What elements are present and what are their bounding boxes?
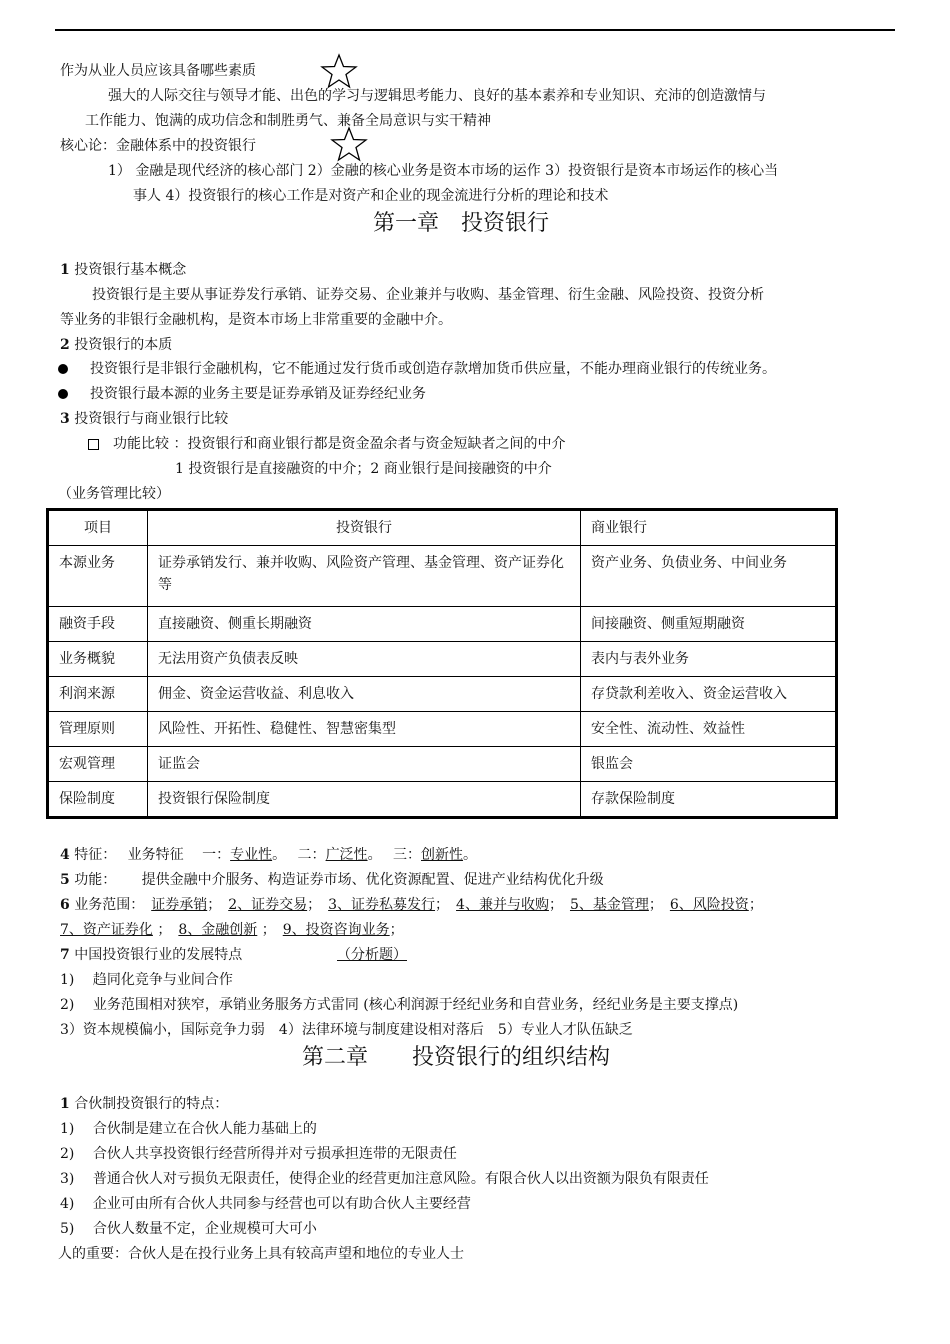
section-1-2-bullet-2: 投资银行最本源的业务主要是证券承销及证券经纪业务 (58, 385, 426, 403)
table-cell: 证监会 (148, 747, 581, 782)
section-1-1-body-1: 投资银行是主要从事证券发行承销、证券交易、企业兼并与收购、基金管理、衍生金融、风险投资、投资分析 (92, 287, 764, 303)
table-cell: 直接融资、侧重长期融资 (148, 607, 581, 642)
table-cell: 无法用资产负债表反映 (148, 642, 581, 677)
table-cell: 存款保险制度 (581, 782, 837, 818)
table-cell: 证券承销发行、兼并收购、风险资产管理、基金管理、资产证券化等 (148, 546, 581, 607)
table-cell: 间接融资、侧重短期融资 (581, 607, 837, 642)
table-header-cell: 项目 (48, 510, 148, 546)
section-1-2-bullet-1: 投资银行是非银行金融机构，它不能通过发行货币或创造存款增加货币供应量，不能办理商业银行的传统业务。 (58, 360, 776, 378)
table-header-row (48, 510, 837, 546)
top-rule (55, 29, 895, 31)
section-2-1-item-5: 5) 合伙人数量不定，企业规模可大可小 (60, 1221, 317, 1237)
section-1-7-item-1: 1) 趋同化竞争与业间合作 (60, 972, 233, 988)
table-cell: 利润来源 (48, 677, 148, 712)
quality-body-2: 工作能力、饱满的成功信念和制胜勇气、兼备全局意识与实干精神 (85, 113, 491, 129)
table-cell: 安全性、流动性、效益性 (581, 712, 837, 747)
table-cell: 保险制度 (48, 782, 148, 818)
table-row (48, 642, 837, 677)
table-cell: 资产业务、负债业务、中间业务 (581, 546, 837, 607)
table-cell: 存贷款利差收入、资金运营收入 (581, 677, 837, 712)
section-1-7-heading: 7 中国投资银行业的发展特点 (60, 947, 243, 963)
chapter-2-title: 第二章 投资银行的组织结构 (302, 1045, 611, 1070)
table-cell: 表内与表外业务 (581, 642, 837, 677)
section-1-7-item-2: 2) 业务范围相对狭窄，承销业务服务方式雷同 (核心利润源于经纪业务和自营业务，经纪业务是主要支撑点) (60, 997, 739, 1013)
table-cell: 风险性、开拓性、稳健性、智慧密集型 (148, 712, 581, 747)
table-row (48, 677, 837, 712)
quality-body-1: 强大的人际交往与领导才能、出色的学习与逻辑思考能力、良好的基本素养和专业知识、充沛的创造激情与 (108, 88, 766, 104)
analysis-note: （分析题） (337, 947, 407, 963)
table-cell: 管理原则 (48, 712, 148, 747)
table-cell: 业务概貌 (48, 642, 148, 677)
core-body-2: 事人 4）投资银行的核心工作是对资产和企业的现金流进行分析的理论和技术 (133, 188, 609, 204)
table-cell: 银监会 (581, 747, 837, 782)
chapter-1-title: 第一章 投资银行 (373, 211, 550, 236)
star-icon (330, 126, 368, 162)
section-1-1-heading: 1 投资银行基本概念 (60, 262, 187, 278)
table-header-cell: 投资银行 (148, 510, 581, 546)
quality-title: 作为从业人员应该具备哪些素质 (60, 63, 256, 79)
table-cell: 本源业务 (48, 546, 148, 607)
section-2-1-heading: 1 合伙制投资银行的特点： (60, 1096, 229, 1112)
bullet-icon (58, 389, 68, 399)
checkbox-square-icon (88, 439, 99, 450)
section-2-1-item-2: 2) 合伙人共享投资银行经营所得并对亏损承担连带的无限责任 (60, 1146, 457, 1162)
table-row (48, 712, 837, 747)
table-header-cell: 商业银行 (581, 510, 837, 546)
table-cell: 投资银行保险制度 (148, 782, 581, 818)
comparison-table (46, 508, 838, 819)
table-cell: 宏观管理 (48, 747, 148, 782)
table-row (48, 607, 837, 642)
section-1-1-body-2: 等业务的非银行金融机构，是资本市场上非常重要的金融中介。 (60, 312, 452, 328)
section-1-7-item-3: 3）资本规模偏小，国际竞争力弱 4）法律环境与制度建设相对落后 5）专业人才队伍缺乏 (60, 1022, 633, 1038)
section-2-1-item-1: 1) 合伙制是建立在合伙人能力基础上的 (60, 1121, 317, 1137)
section-2-1-last: 人的重要：合伙人是在投行业务上具有较高声望和地位的专业人士 (58, 1246, 464, 1262)
section-1-6-scope-2: 7、资产证券化 ； 8、金融创新 ； 9、投资咨询业务； (60, 922, 404, 938)
section-1-4-features: 4 特征： 业务特征 一：专业性。 二：广泛性。 三：创新性。 (60, 847, 478, 863)
star-icon (320, 53, 358, 89)
table-row (48, 747, 837, 782)
section-2-1-item-3: 3) 普通合伙人对亏损负无限责任，使得企业的经营更加注意风险。有限合伙人以出资额为限负有限责任 (60, 1171, 709, 1187)
table-cell: 融资手段 (48, 607, 148, 642)
section-1-2-heading: 2 投资银行的本质 (60, 337, 173, 353)
section-1-5-functions: 5 功能： 提供金融中介服务、构造证券市场、优化资源配置、促进产业结构优化升级 (60, 872, 604, 888)
section-1-6-scope: 6 业务范围： 证券承销； 2、证券交易； 3、证券私募发行； 4、兼并与收购； 5、基金管理； 6、风险投资； (60, 897, 763, 913)
section-1-3-function: 功能比较 ：投资银行和商业银行都是资金盈余者与资金短缺者之间的中介 (88, 435, 565, 453)
section-1-3-heading: 3 投资银行与商业银行比较 (60, 411, 229, 427)
core-body-1: 1） 金融是现代经济的核心部门 2）金融的核心业务是资本市场的运作 3）投资银行是资本市场运作的核心当 (108, 163, 779, 179)
table-row (48, 782, 837, 818)
core-title: 核心论：金融体系中的投资银行 (60, 138, 256, 154)
bullet-icon (58, 364, 68, 374)
table-cell: 佣金、资金运营收益、利息收入 (148, 677, 581, 712)
table-row (48, 546, 837, 607)
section-1-3-function-2: 1 投资银行是直接融资的中介；2 商业银行是间接融资的中介 (175, 461, 552, 477)
section-1-3-mgmt-label: （业务管理比较） (58, 486, 170, 502)
section-2-1-item-4: 4) 企业可由所有合伙人共同参与经营也可以有助合伙人主要经营 (60, 1196, 471, 1212)
